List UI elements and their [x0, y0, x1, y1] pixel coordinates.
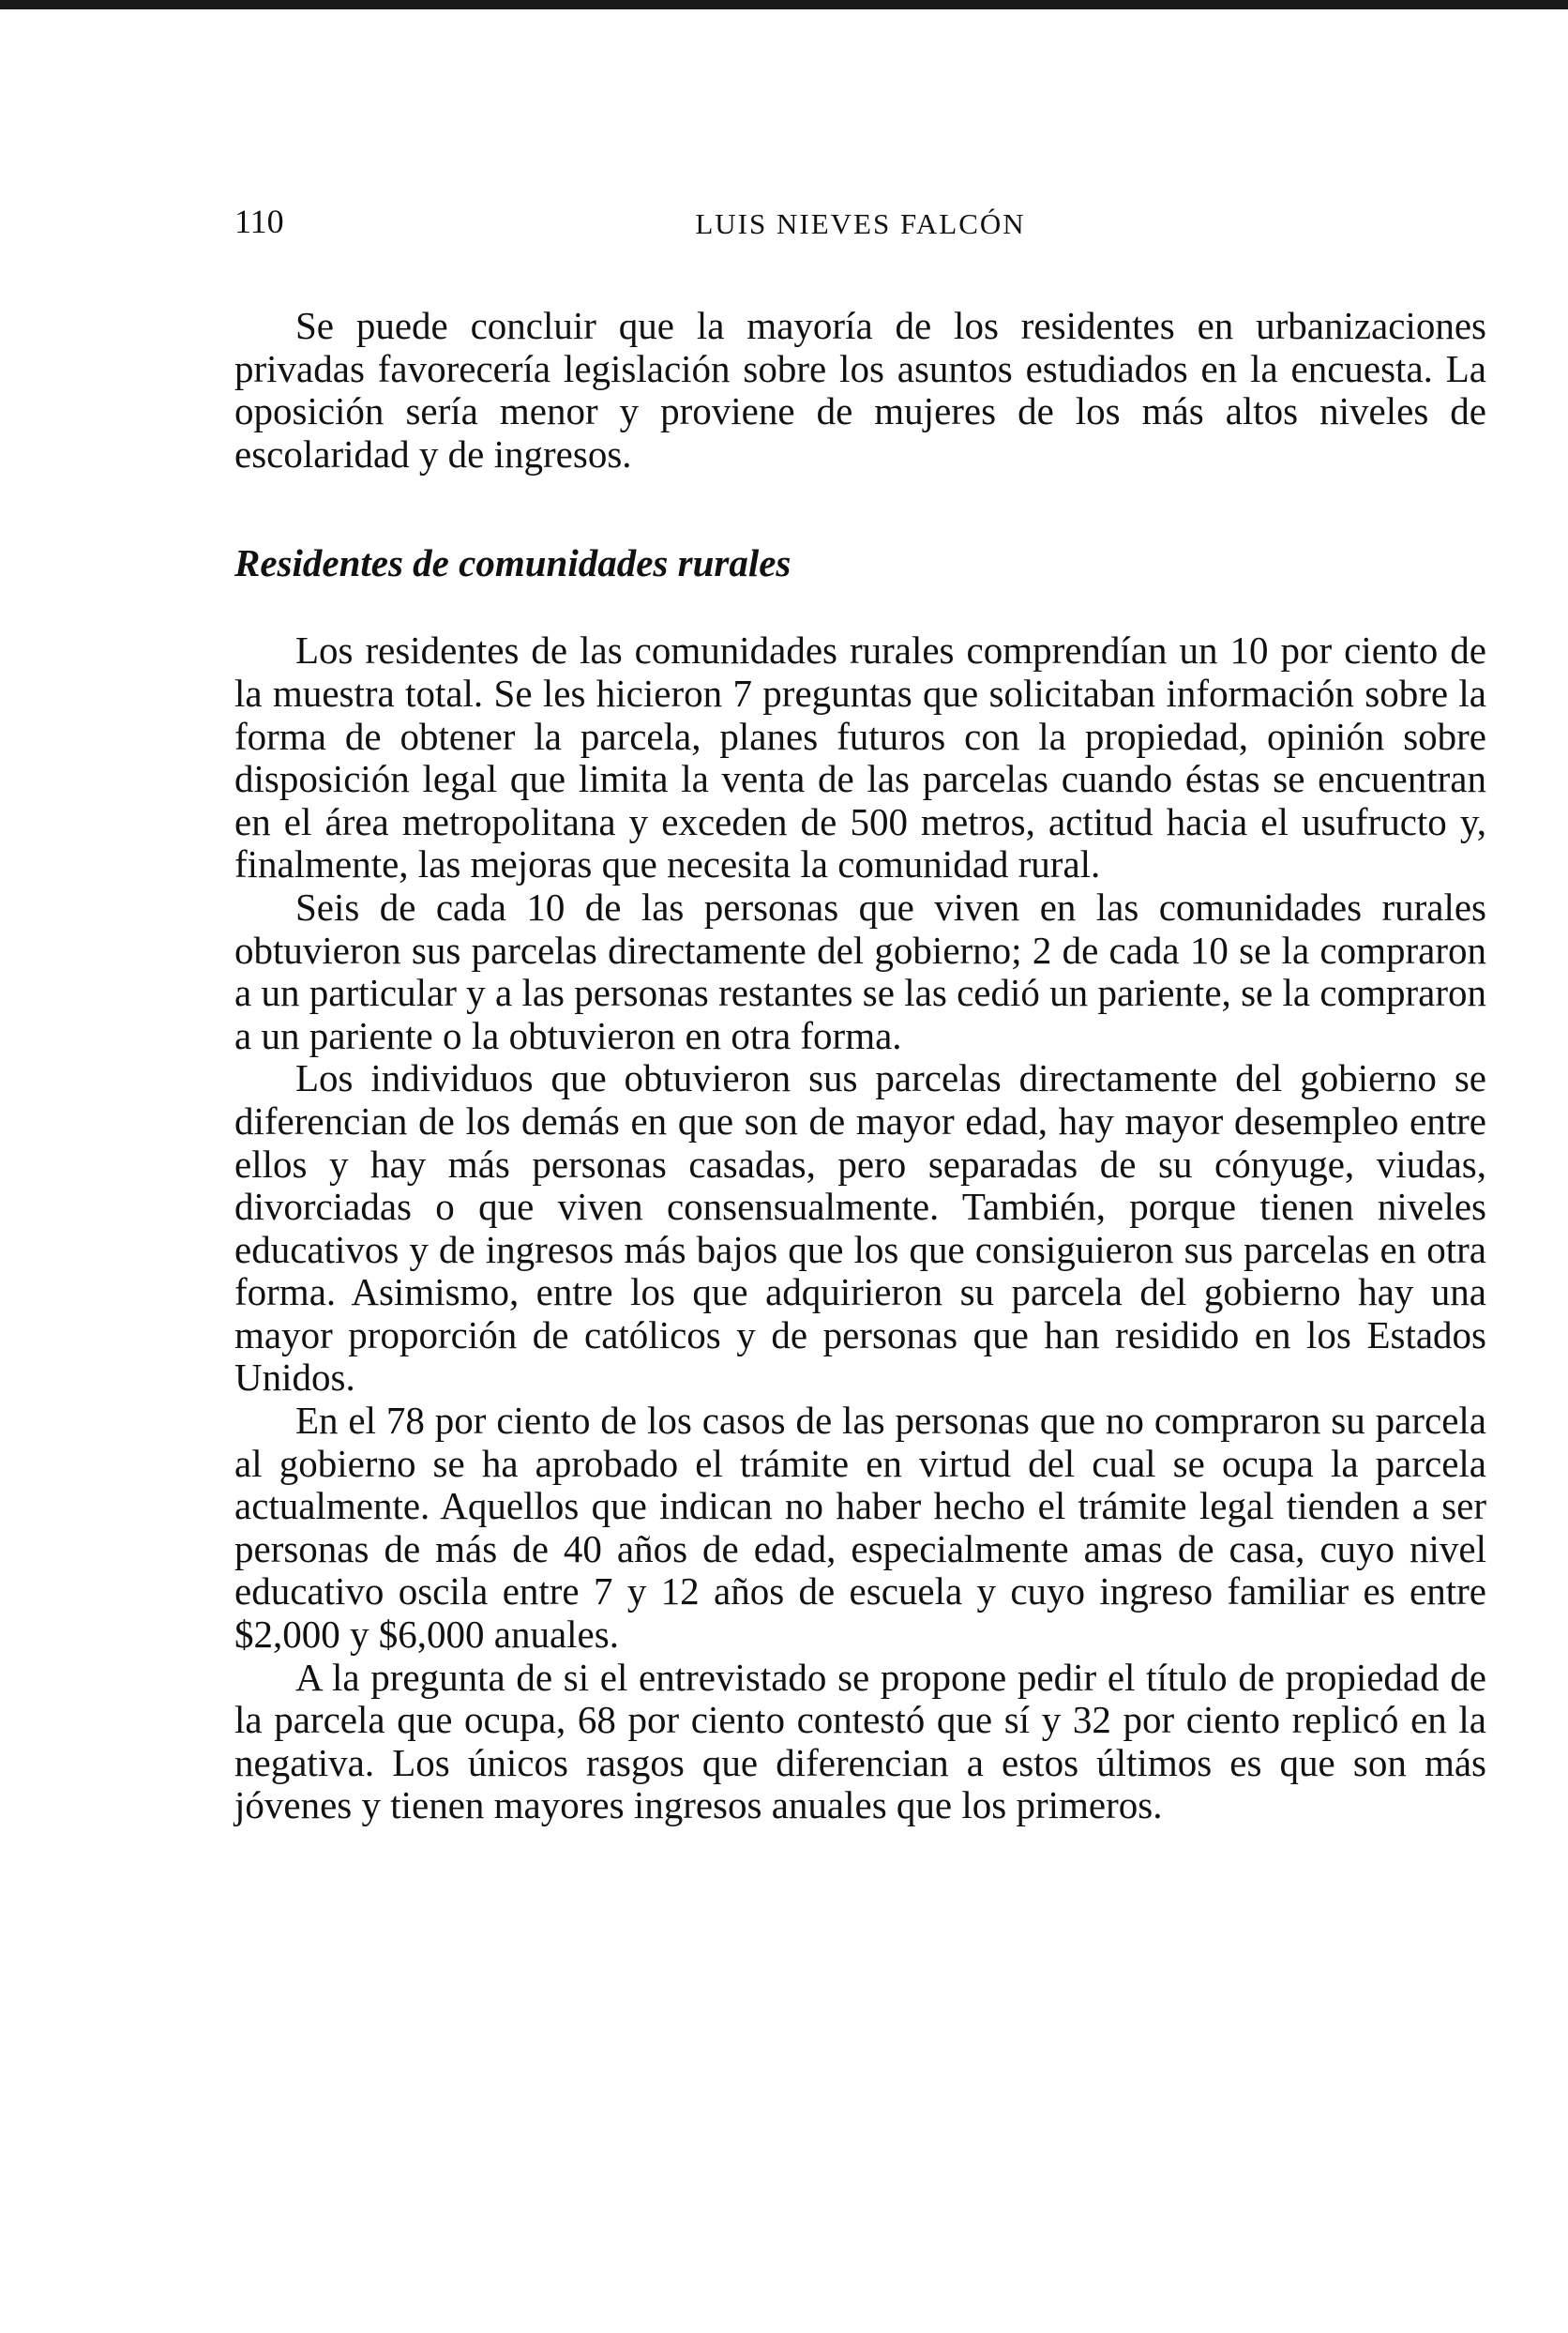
paragraph-conclusion: Se puede concluir que la mayoría de los residentes en urbanizaciones privadas favorecería legislación sobre los asuntos estudiados en la encuesta. La oposición sería menor y proviene de mujeres de los más altos niveles de escolaridad y de ingresos. [234, 304, 1486, 476]
section-heading: Residentes de comunidades rurales [234, 541, 792, 585]
book-page [234, 202, 1486, 1827]
body-text [234, 305, 1486, 1827]
paragraph-property-title: A la pregunta de si el entrevistado se propone pedir el título de propiedad de la parcela que ocupa, 68 por ciento contestó que sí y 32 por ciento replicó en la negativa. Los únicos rasgos que diferencian a estos últimos es que son más jóvenes y tienen mayores ingresos anuales que los primeros. [234, 1655, 1486, 1827]
running-title: LUIS NIEVES FALCÓN [695, 207, 1026, 240]
page-number: 110 [234, 203, 284, 240]
paragraph-legal-process: En el 78 por ciento de los casos de las personas que no compraron su parcela al gobierno se ha aprobado el trámite en virtud del cual se ocupa la parcela actualmente. Aquellos que indican no haber hecho el trámite legal tienden a ser personas de más de 40 años de edad, especialmente amas de casa, cuyo nivel educativo oscila entre 7 y 12 años de escuela y cuyo ingreso familiar es entre $2,000 y $6,000 anuales. [234, 1399, 1486, 1657]
paragraph-rural-overview: Los residentes de las comunidades rurales comprendían un 10 por ciento de la muestra total. Se les hicieron 7 preguntas que solicitaban información sobre la forma de obtener la parcela, planes futuros con la propiedad, opinión sobre disposición legal que limita la venta de las parcelas cuando éstas se encuentran en el área metropolitana y exceden de 500 metros, actitud hacia el usufructo y, finalmente, las mejoras que necesita la comunidad rural. [234, 629, 1486, 886]
running-head [234, 202, 1486, 258]
paragraph-parcel-origin: Seis de cada 10 de las personas que viven en las comunidades rurales obtuvieron sus parcelas directamente del gobierno; 2 de cada 10 se la compraron a un particular y a las personas restantes se las cedió un pariente, se la compraron a un pariente o la obtuvieron en otra forma. [234, 885, 1486, 1057]
top-edge-rule [0, 0, 1568, 9]
paragraph-government-recipients: Los individuos que obtuvieron sus parcelas directamente del gobierno se diferencian de los demás en que son de mayor edad, hay mayor desempleo entre ellos y hay más personas casadas, pero separadas de su cónyuge, viudas, divorciadas o que viven consensualmente. También, porque tienen niveles educativos y de ingresos más bajos que los que consiguieron sus parcelas en otra forma. Asimismo, entre los que adquirieron su parcela del gobierno hay una mayor proporción de católicos y de personas que han residido en los Estados Unidos. [234, 1056, 1486, 1400]
